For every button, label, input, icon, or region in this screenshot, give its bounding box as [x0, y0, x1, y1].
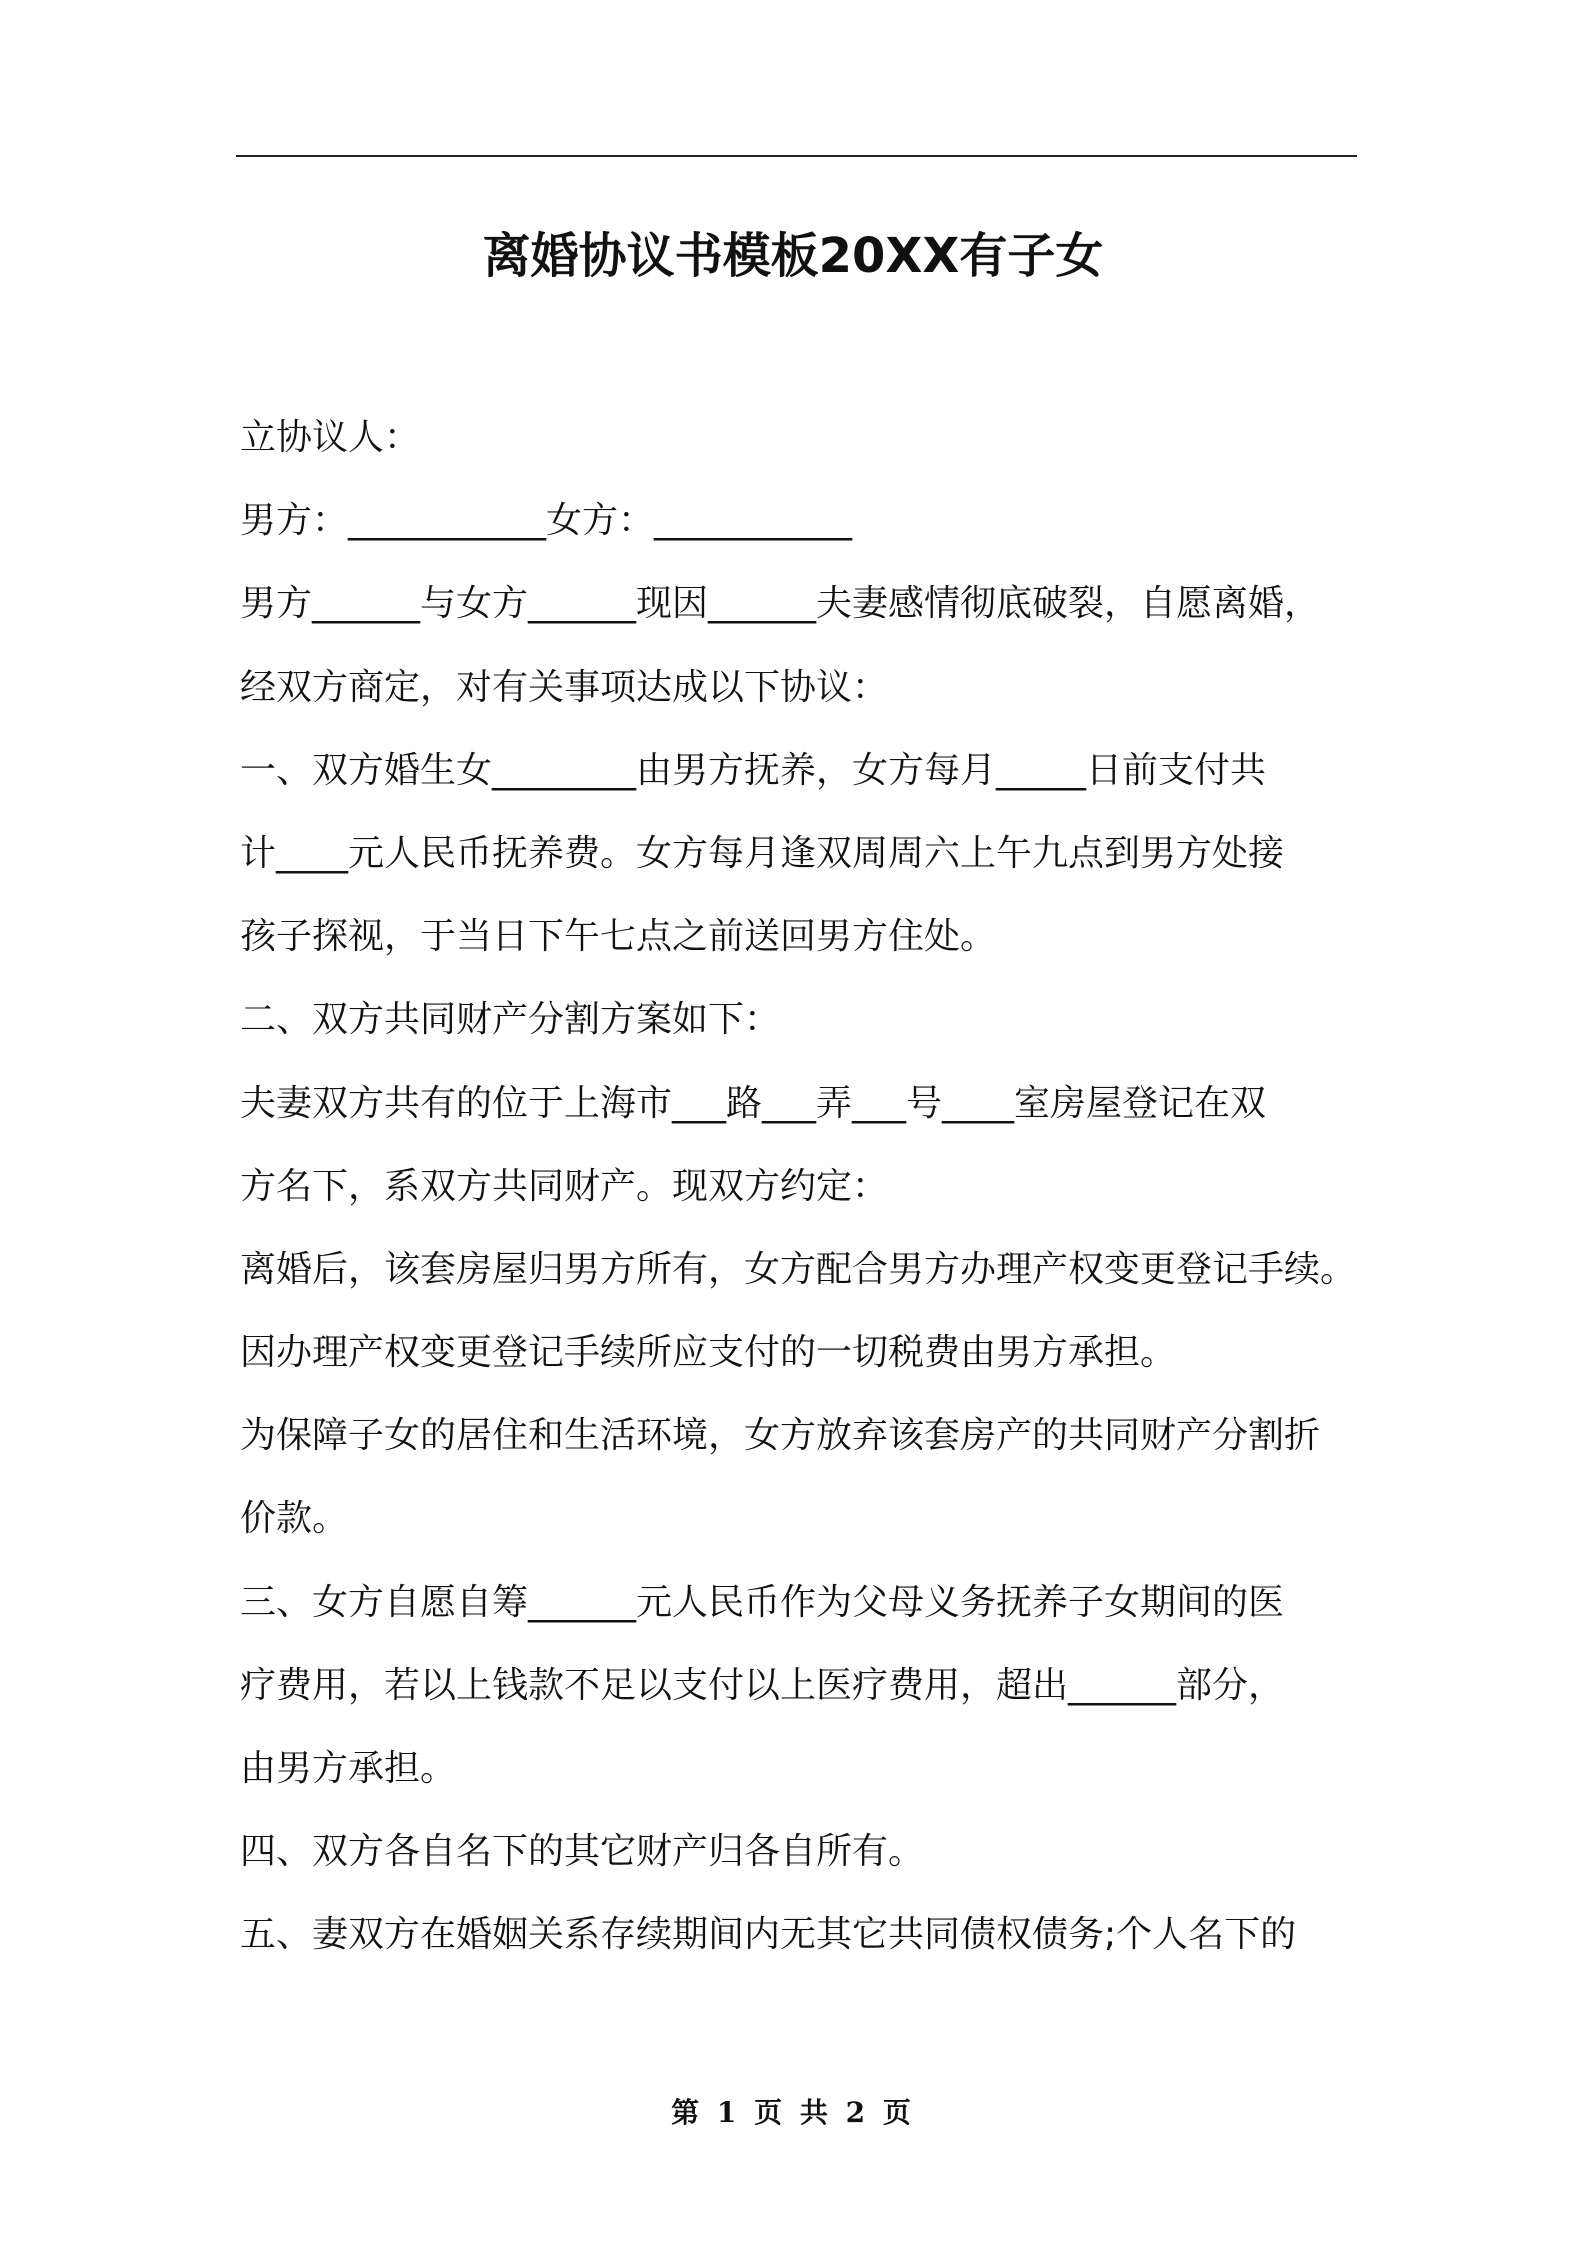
document-body [240, 396, 1376, 1977]
page-number: 第 1 页 共 2 页 [671, 2096, 915, 2129]
body-line: 由男方承担。 [240, 1748, 457, 1789]
body-line: 价款。 [240, 1498, 349, 1540]
body-line: 因办理产权变更登记手续所应支付的一切税费由男方承担。 [240, 1332, 1177, 1374]
body-line: 一、双方婚生女________由男方抚养，女方每月_____日前支付共 [240, 749, 1267, 791]
body-line: 经双方商定，对有关事项达成以下协议： [240, 666, 889, 708]
body-line: 孩子探视，于当日下午七点之前送回男方住处。 [240, 916, 997, 958]
body-line: 五、妻双方在婚姻关系存续期间内无其它共同债权债务;个人名下的 [240, 1914, 1297, 1956]
header-rule [236, 155, 1357, 157]
body-line: 为保障子女的居住和生活环境，女方放弃该套房产的共同财产分割折 [240, 1415, 1321, 1457]
body-line: 疗费用，若以上钱款不足以支付以上医疗费用，超出______部分， [240, 1664, 1285, 1706]
body-line: 二、双方共同财产分割方案如下： [240, 999, 781, 1041]
page-footer [0, 2093, 1586, 2133]
body-line: 四、双方各自名下的其它财产归各自所有。 [240, 1831, 925, 1873]
body-line: 男方______与女方______现因______夫妻感情彻底破裂，自愿离婚， [240, 583, 1321, 625]
body-line: 夫妻双方共有的位于上海市___路___弄___号____室房屋登记在双 [240, 1082, 1267, 1124]
body-line: 男方：___________女方：___________ [240, 500, 853, 542]
document-title: 离婚协议书模板20XX有子女 [482, 228, 1104, 284]
body-line: 三、女方自愿自筹______元人民币作为父母义务抚养子女期间的医 [240, 1581, 1285, 1623]
body-line: 立协议人： [240, 417, 421, 458]
body-line: 方名下，系双方共同财产。现双方约定： [240, 1165, 889, 1207]
body-line: 离婚后，该套房屋归男方所有，女方配合男方办理产权变更登记手续。 [240, 1248, 1357, 1290]
body-line: 计____元人民币抚养费。女方每月逢双周周六上午九点到男方处接 [240, 832, 1285, 874]
